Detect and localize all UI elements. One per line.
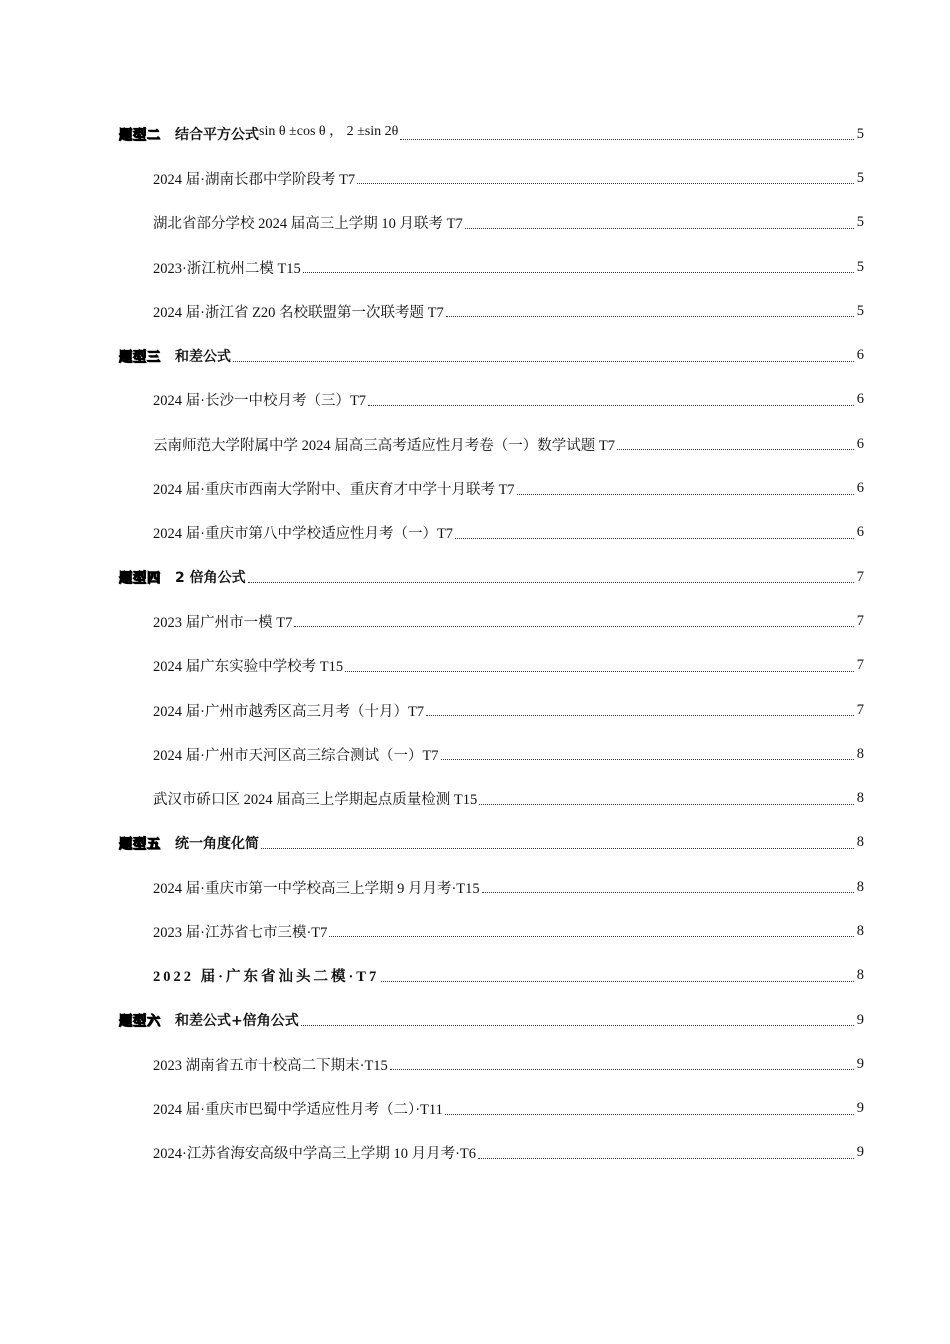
toc-entry-title: 2022 届·广东省汕头二模·T7 [153,969,380,986]
toc-section-entry[interactable] [0,998,950,1042]
toc-entry-label [153,389,366,410]
toc-item-entry[interactable] [0,201,950,245]
section-badge: 题型五 [119,836,162,852]
toc-item-entry[interactable] [0,1042,950,1086]
dot-leader [294,625,854,627]
toc-entry-label [153,700,424,721]
toc-entry-title: 2024 届·重庆市第一中学校高三上学期 9 月月考·T15 [153,880,480,897]
toc-entry-title: 2024·江苏省海安高级中学高三上学期 10 月月考·T6 [153,1146,477,1163]
toc-entry-title: 统一角度化简 [175,835,260,852]
page-number: 8 [856,878,864,895]
toc-item-entry[interactable] [0,954,950,998]
toc-entry-title: 2024 届·长沙一中校月考（三）T7 [153,393,367,410]
dot-leader [455,537,854,539]
toc-entry-label [119,346,231,366]
dot-leader [441,758,854,760]
section-badge: 题型三 [119,349,162,365]
toc-entry-title: 2024 届·广州市越秀区高三月考（十月）T7 [153,703,425,720]
dot-leader [329,935,854,937]
dot-leader [390,1068,854,1070]
toc-entry-label [153,434,615,455]
toc-item-entry[interactable] [0,245,950,289]
toc-entry-title: 2024 届广东实验中学校考 T15 [153,659,344,676]
toc-entry-title: 2023 届·江苏省七市三模·T7 [153,924,328,941]
toc-entry-title: 2024 届·浙江省 Z20 名校联盟第一次联考题 T7 [153,304,444,321]
toc-entry-label [153,611,292,632]
dot-leader [478,1157,854,1159]
toc-entry-label [153,965,379,986]
dot-leader [233,360,854,362]
toc-entry-label [153,168,355,189]
page-number: 8 [856,745,864,762]
toc-item-entry[interactable] [0,156,950,200]
page-number: 9 [856,1011,864,1028]
dot-leader [479,803,854,805]
toc-entry-title: 和差公式 [175,348,232,365]
toc-entry-title: 2023·浙江杭州二模 T15 [153,260,301,277]
toc-entry-title: 云南师范大学附属中学 2024 届高三高考适应性月考卷（一）数学试题 T7 [153,437,615,454]
toc-item-entry[interactable] [0,466,950,510]
toc-entry-title: 武汉市硚口区 2024 届高三上学期起点质量检测 T15 [153,792,478,809]
toc-item-entry[interactable] [0,776,950,820]
toc-entry-label [153,744,439,765]
section-badge: 题型六 [119,1014,162,1030]
toc-item-entry[interactable] [0,1087,950,1131]
page-number: 8 [856,967,864,984]
toc-entry-label [119,124,398,144]
toc-entry-title: 2023 届广州市一模 T7 [153,614,293,631]
toc-entry-label [119,567,246,587]
toc-entry-title: 2024 届·湖南长郡中学阶段考 T7 [153,171,356,188]
toc-entry-label [119,1010,299,1030]
toc-entry-label [153,788,477,809]
toc-entry-label [153,212,463,233]
page-number: 8 [856,834,864,851]
toc-entry-label [153,921,327,942]
section-badge: 题型四 [119,571,162,587]
toc-entry-title: 结合平方公式 [175,127,260,144]
toc-item-entry[interactable] [0,909,950,953]
page-number: 6 [856,391,864,408]
toc-entry-label [153,655,343,676]
table-of-contents [0,112,950,1175]
dot-leader [261,847,854,849]
page-number: 6 [856,435,864,452]
page-number: 6 [856,347,864,364]
toc-item-entry[interactable] [0,1131,950,1175]
toc-entry-title: 2024 届·重庆市第八中学校适应性月考（一）T7 [153,526,454,543]
toc-entry-label [153,478,515,499]
toc-item-entry[interactable] [0,644,950,688]
toc-item-entry[interactable] [0,865,950,909]
dot-leader [301,1024,854,1026]
toc-section-entry[interactable] [0,333,950,377]
toc-entry-title: 和差公式+倍角公式 [175,1013,299,1030]
section-badge: 题型二 [119,128,162,144]
toc-item-entry[interactable] [0,732,950,776]
page-number: 6 [856,480,864,497]
toc-entry-formula: sin θ ±cos θ ， 2 ±sin 2θ [259,124,399,140]
toc-item-entry[interactable] [0,422,950,466]
dot-leader [426,714,854,716]
dot-leader [345,670,854,672]
toc-item-entry[interactable] [0,599,950,643]
page-number: 7 [856,568,864,585]
dot-leader [303,271,854,273]
page-number: 5 [856,169,864,186]
toc-entry-label [119,833,259,853]
toc-entry-title: 2024 届·重庆市西南大学附中、重庆育才中学十月联考 T7 [153,482,515,499]
toc-item-entry[interactable] [0,378,950,422]
toc-entry-title: 湖北省部分学校 2024 届高三上学期 10 月联考 T7 [153,216,463,233]
dot-leader [445,1113,854,1115]
toc-entry-label [153,522,453,543]
dot-leader [482,891,854,893]
toc-section-entry[interactable] [0,821,950,865]
page-number: 8 [856,922,864,939]
toc-entry-title: 2024 届·重庆市巴蜀中学适应性月考（二）·T11 [153,1102,443,1119]
page-number: 9 [856,1055,864,1072]
page-number: 7 [856,657,864,674]
toc-entry-label [153,1142,476,1163]
toc-entry-label [153,877,480,898]
page-number: 9 [856,1144,864,1161]
page-number: 6 [856,524,864,541]
dot-leader [248,581,854,583]
toc-entry-title: 2 倍角公式 [175,570,246,587]
toc-entry-label [153,1054,388,1075]
dot-leader [381,980,854,982]
toc-item-entry[interactable] [0,688,950,732]
toc-entry-title: 2024 届·广州市天河区高三综合测试（一）T7 [153,747,439,764]
page-number: 5 [856,214,864,231]
toc-entry-label [153,301,444,322]
page-number: 7 [856,701,864,718]
toc-entry-title: 2023 湖南省五市十校高二下期末·T15 [153,1057,388,1074]
toc-section-entry[interactable] [0,112,950,156]
page-number: 5 [856,125,864,142]
dot-leader [368,404,854,406]
dot-leader [617,448,854,450]
dot-leader [517,493,854,495]
dot-leader [465,227,854,229]
toc-entry-label [153,257,301,278]
page-number: 5 [856,302,864,319]
page-number: 5 [856,258,864,275]
dot-leader [446,315,854,317]
dot-leader [357,182,854,184]
page-number: 7 [856,612,864,629]
toc-entry-label [153,1098,443,1119]
dot-leader [400,138,854,140]
page-number: 9 [856,1100,864,1117]
toc-section-entry[interactable] [0,555,950,599]
toc-item-entry[interactable] [0,289,950,333]
page-number: 8 [856,790,864,807]
toc-item-entry[interactable] [0,511,950,555]
